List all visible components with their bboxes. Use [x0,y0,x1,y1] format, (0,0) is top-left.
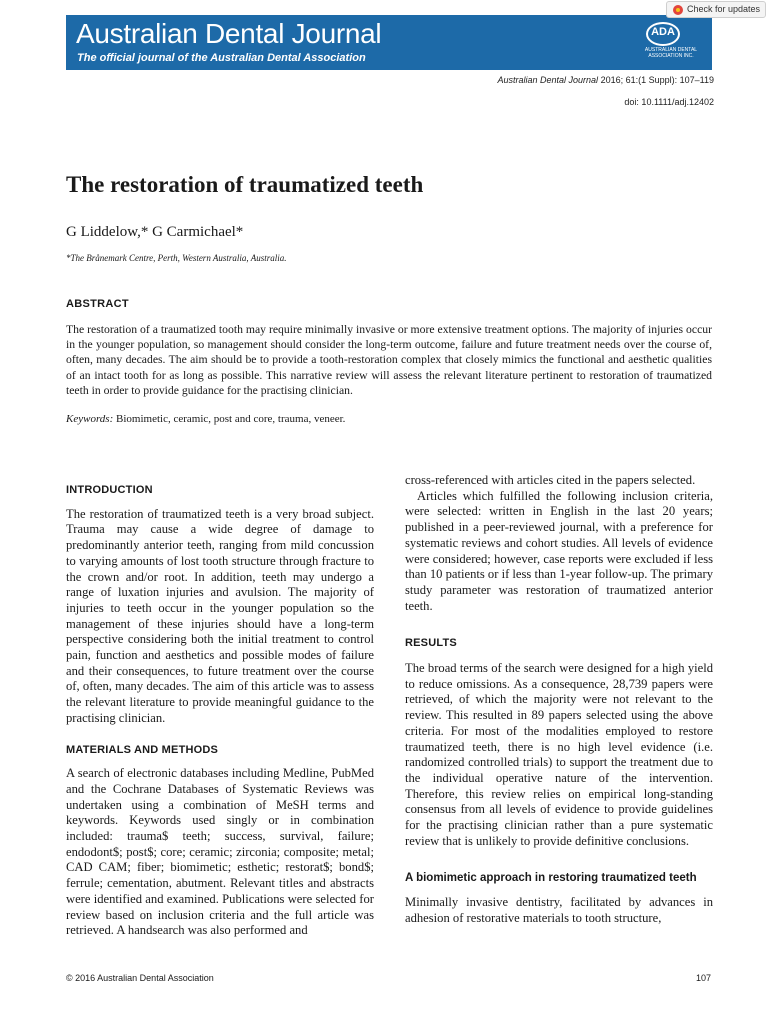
journal-subtitle: The official journal of the Australian Dental Association [77,52,366,64]
inclusion-criteria-text: Articles which fulfilled the following inclusion criteria, were selected: written in English in the last 20 years; published in a peer-reviewed journal, with a preference for systematic reviews and cohort studies. All levels of evidence were considered; however, case reports were excluded if less than 10 patients or if less than 1-year follow-up. The primary study parameter was restoration of traumatized anterior teeth. [405,488,713,613]
citation-details: 2016; 61:(1 Suppl): 107–119 [598,75,714,85]
biomimetic-text: Minimally invasive dentistry, facilitated by advances in adhesion of restorative materials to tooth structure, [405,895,713,925]
methods-heading: MATERIALS AND METHODS [66,743,219,756]
affiliation: *The Brånemark Centre, Perth, Western Australia, Australia. [66,253,287,263]
authors: G Liddelow,* G Carmichael* [66,224,244,240]
results-text: The broad terms of the search were designed for a high yield to reduce omissions. As a consequence, 28,739 papers were retrieved, of which the majority were not relevant to the review. This resulted in 89 papers selected using the above criteria. For most of the modalities employed to restore traumatized teeth, there is no high level evidence (i.e. randomized controlled trials) to support the treatment due to the individual operative nature of the intervention. Therefore, this review relies on empirical long-standing consensus from all levels of evidence to provide guidelines for the practising clinician rather than a pure systematic review that is unlikely to provide definitive conclusions. [405,661,713,848]
citation-journal: Australian Dental Journal [497,75,599,85]
abstract-heading: ABSTRACT [66,298,129,310]
page-number: 107 [695,973,711,983]
introduction-heading: INTRODUCTION [66,484,153,496]
check-for-updates-button[interactable] [666,1,766,18]
journal-title: Australian Dental Journal [76,18,382,49]
keywords-list: Biomimetic, ceramic, post and core, trauma, veneer. [113,413,346,425]
biomimetic-heading: A biomimetic approach in restoring traumatized teeth [405,872,697,885]
check-for-updates-label: Check for updates [687,4,761,14]
abstract-body: The restoration of a traumatized tooth may require minimally invasive or more extensive treatment options. The majority of injuries occur in the younger population, so management should consider the long-term outcome, failure and future treatment needs over the course of, often, many decades. The aim should be to provide a tooth-restoration complex that closely mimics the functional and aesthetic qualities of an intact tooth for as long as possible. This narrative review will assess the relevant literature pertinent to restoration of traumatized teeth in order to provide guidance for the practising clinician. [66,323,712,397]
ada-logo-name: AUSTRALIAN DENTAL ASSOCIATION INC. [644,47,698,59]
crossmark-icon [673,5,683,15]
left-column [66,483,374,939]
ada-logo-text: ADA [651,26,675,38]
doi: doi: 10.1111/adj.12402 [624,97,714,107]
citation [498,75,715,85]
journal-banner [66,15,712,70]
right-column [405,473,713,927]
continuation-text: cross-referenced with articles cited in the papers selected. [405,473,696,487]
copyright: © 2016 Australian Dental Association [66,973,214,983]
methods-text: A search of electronic databases including Medline, PubMed and the Cochrane Databases of Systematic Reviews was undertaken using a combination of MeSH terms and keywords. Keywords used singly or in combination included: trauma$ teeth; success, survival, failure; endodont$; post$; core; ceramic; zirconia; composite; metal; CAD CAM; fiber; biomimetic; esthetic; restorat$; bond$; ferrule; cementation, abutment. Relevant titles and abstracts were identified and examined. Publications were selected for review based on inclusion criteria and the full article was retrieved. A handsearch was also performed and [66,766,374,938]
keywords [66,413,345,425]
introduction-text: The restoration of traumatized teeth is a very broad subject. Trauma may cause a wide degree of damage to predominantly anterior teeth, ranging from mild concussion to varying amounts of lost tooth structure through fracture to the crown and/or root. In addition, teeth may undergo a range of luxation injuries and avulsion. The majority of injuries to teeth occur in the younger population so the management of these injuries should have a long-term perspective considering both the initial treatment to control pain, function and aesthetics and possible modes of failure and their consequences, to future treatment over the course of, often, many decades. The aim of this article was to assess the relevant literature to provide meaningful guidance to the practising clinician. [66,506,374,725]
article-title: The restoration of traumatized teeth [66,172,424,197]
keywords-label: Keywords: [66,413,114,425]
results-heading: RESULTS [405,637,457,650]
ada-logo [634,22,708,66]
